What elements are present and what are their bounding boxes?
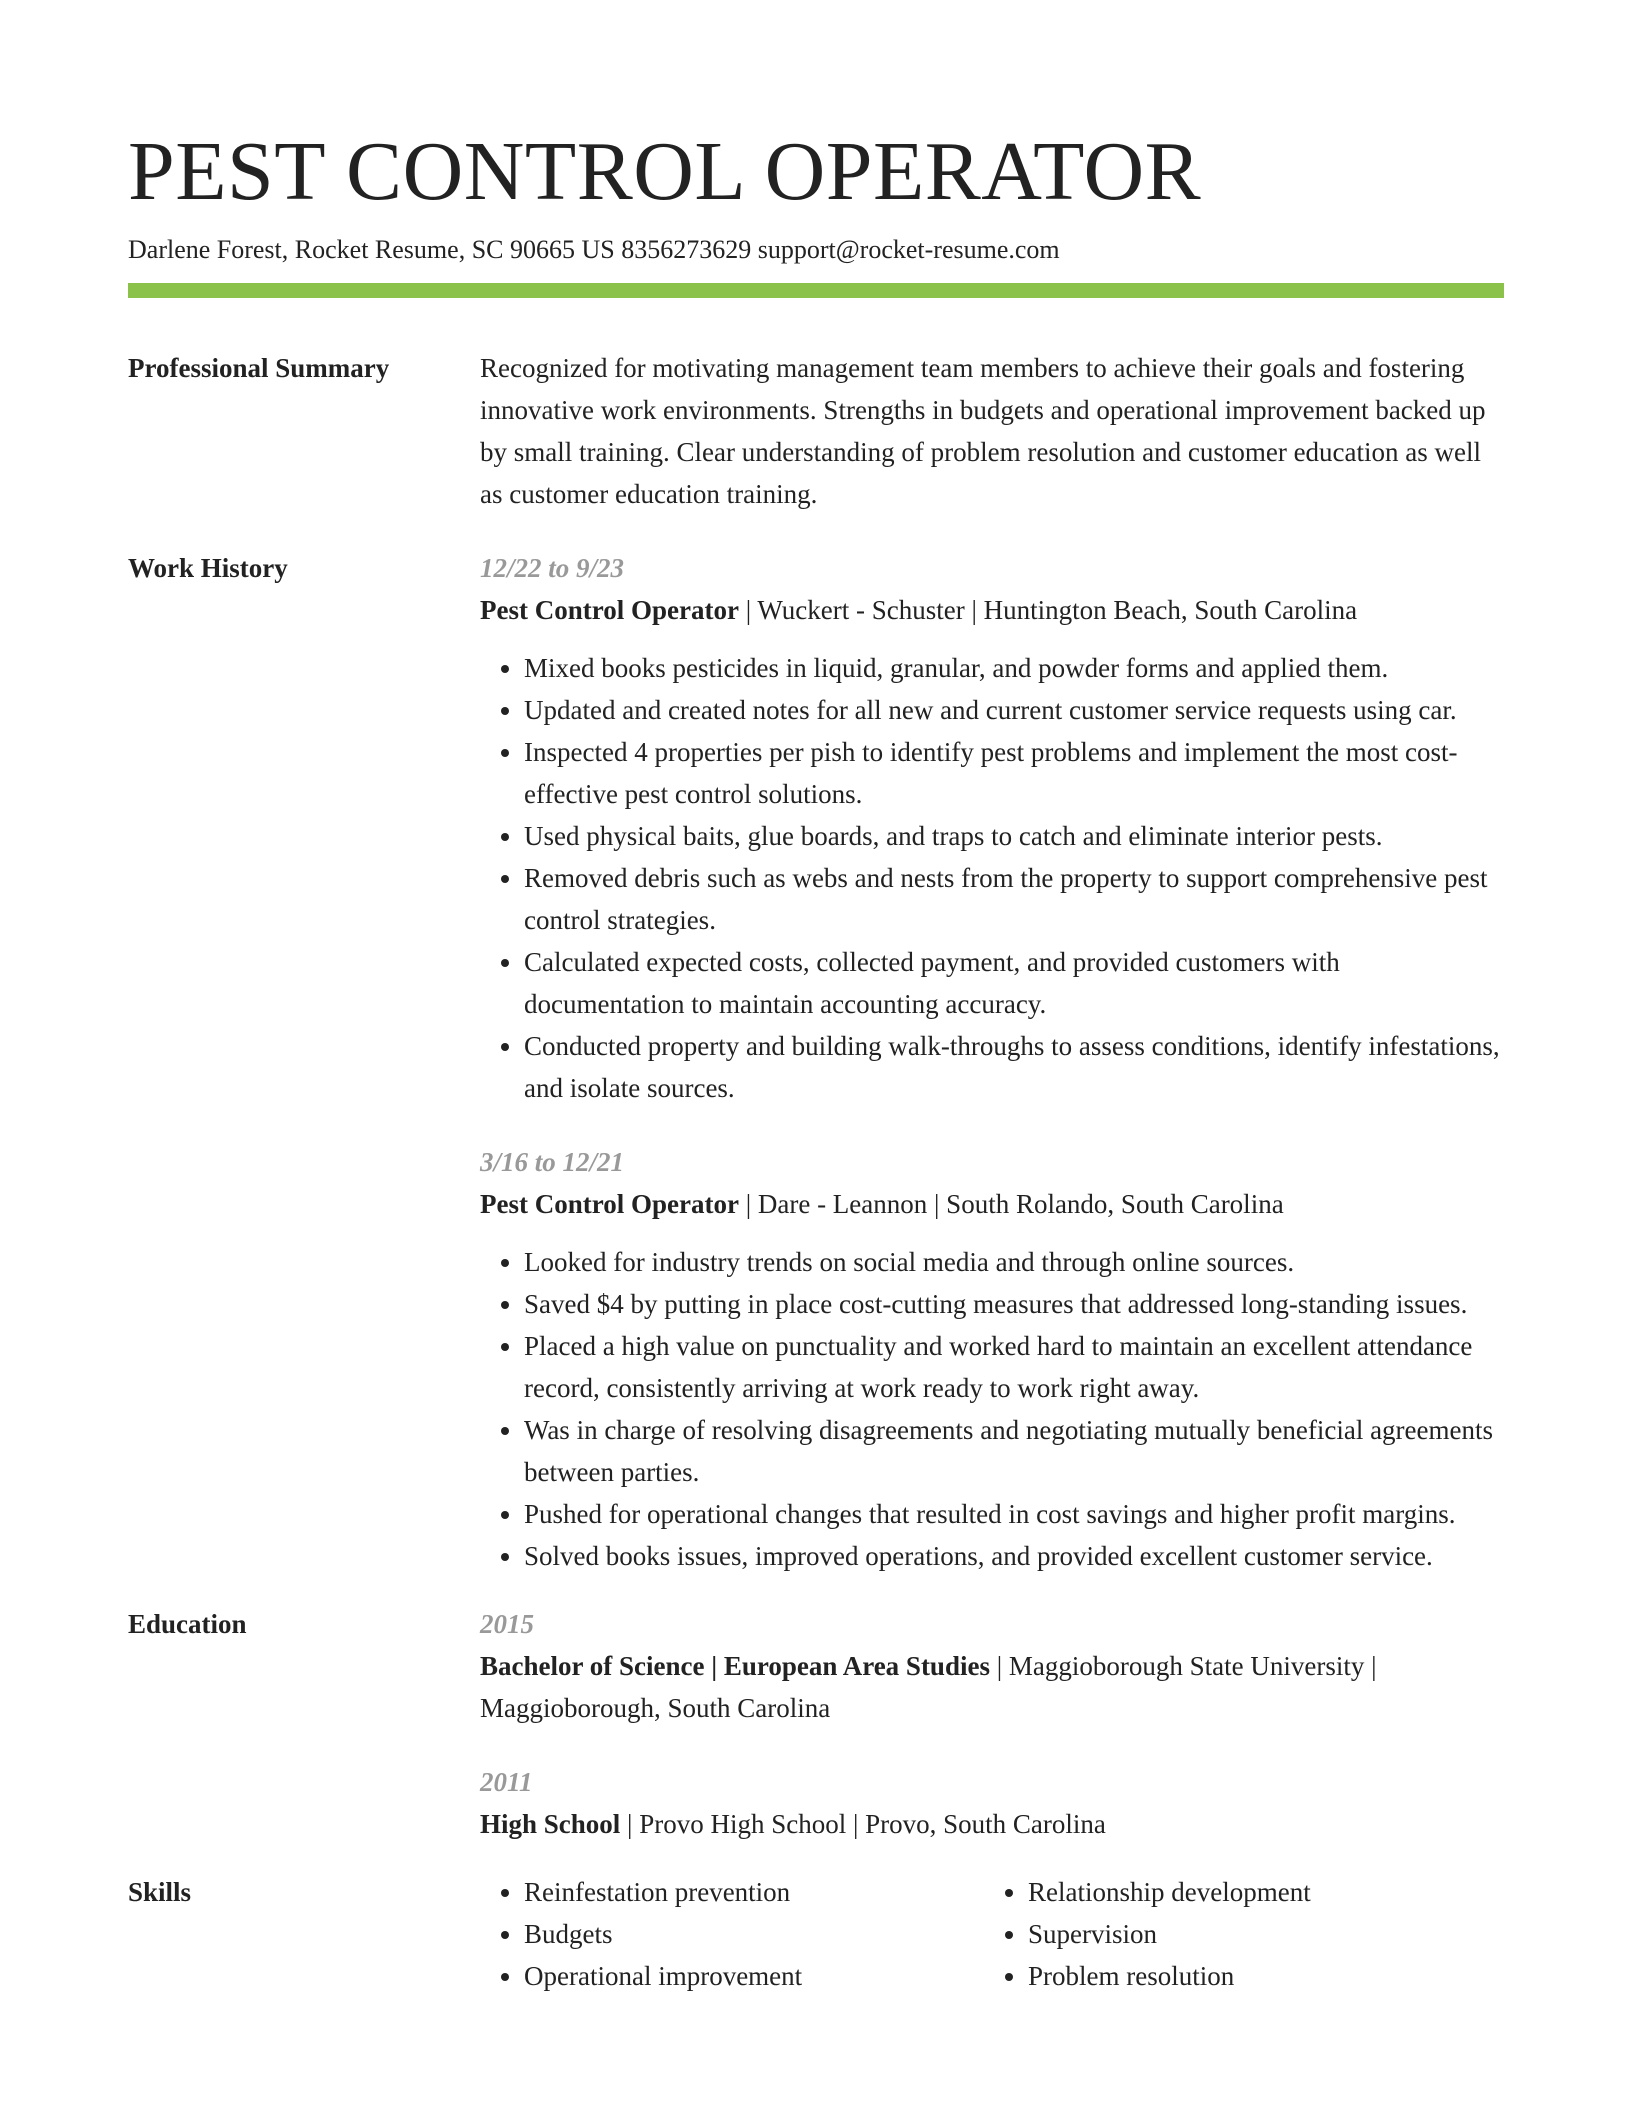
summary-section bbox=[128, 347, 1504, 515]
job-bullets bbox=[480, 1241, 1504, 1577]
list-item: • Conducted property and building walk-throughs to assess conditions, identify infestations, and isolate sources. bbox=[524, 1025, 1504, 1109]
list-item: • Updated and created notes for all new and current customer service requests using car. bbox=[524, 689, 1504, 731]
list-item: • Looked for industry trends on social media and through online sources. bbox=[524, 1241, 1504, 1283]
skills-section bbox=[128, 1871, 1504, 1997]
skills-body bbox=[480, 1871, 1504, 1997]
contact-line: Darlene Forest, Rocket Resume, SC 90665 US 8356273629 support@rocket-resume.com bbox=[128, 235, 1060, 264]
list-item: • Was in charge of resolving disagreements and negotiating mutually beneficial agreements between parties. bbox=[524, 1409, 1504, 1493]
education-line bbox=[480, 1803, 1504, 1845]
skill-item: • Problem resolution bbox=[1028, 1955, 1488, 1997]
summary-text: Recognized for motivating management team members to achieve their goals and fostering innovative work environments. Strengths in budgets and operational improvement backed up by small training. Clear understanding of problem resolution and customer education as well as customer education training. bbox=[480, 353, 1486, 509]
education-entry bbox=[480, 1603, 1504, 1729]
list-item: • Calculated expected costs, collected payment, and provided customers with documentation to maintain accounting accuracy. bbox=[524, 941, 1504, 1025]
section-label-work-history: Work History bbox=[128, 553, 288, 583]
education-date: 2011 bbox=[480, 1767, 533, 1797]
education-body bbox=[480, 1603, 1504, 1845]
job-title: Pest Control Operator bbox=[480, 1189, 739, 1219]
education-details: | Provo High School | Provo, South Carolina bbox=[620, 1809, 1106, 1839]
job-title: Pest Control Operator bbox=[480, 595, 739, 625]
list-item: • Solved books issues, improved operations, and provided excellent customer service. bbox=[524, 1535, 1504, 1577]
skill-item: • Reinfestation prevention bbox=[524, 1871, 984, 1913]
education-degree: Bachelor of Science | European Area Studies bbox=[480, 1651, 990, 1681]
work-history-section bbox=[128, 547, 1504, 1577]
job-bullets bbox=[480, 647, 1504, 1109]
job-title-line bbox=[480, 589, 1504, 631]
skill-item: • Operational improvement bbox=[524, 1955, 984, 1997]
section-label-education: Education bbox=[128, 1609, 247, 1639]
resume-title: PEST CONTROL OPERATOR bbox=[128, 125, 1202, 218]
job-entry bbox=[480, 547, 1504, 1109]
skills-column-left bbox=[480, 1871, 984, 1997]
list-item: • Mixed books pesticides in liquid, granular, and powder forms and applied them. bbox=[524, 647, 1504, 689]
education-details: | Maggioborough State University | Maggioborough, South Carolina bbox=[480, 1651, 1377, 1723]
education-entry bbox=[480, 1761, 1504, 1845]
job-title-line bbox=[480, 1183, 1504, 1225]
job-entry bbox=[480, 1141, 1504, 1577]
header-divider bbox=[128, 283, 1504, 298]
skill-item: • Relationship development bbox=[1028, 1871, 1488, 1913]
list-item: • Removed debris such as webs and nests from the property to support comprehensive pest control strategies. bbox=[524, 857, 1504, 941]
education-line bbox=[480, 1645, 1504, 1729]
job-date: 12/22 to 9/23 bbox=[480, 553, 625, 583]
section-label-summary: Professional Summary bbox=[128, 353, 390, 383]
skills-grid bbox=[480, 1871, 1504, 1997]
skill-item: • Budgets bbox=[524, 1913, 984, 1955]
list-item: • Pushed for operational changes that resulted in cost savings and higher profit margins. bbox=[524, 1493, 1504, 1535]
work-history-body bbox=[480, 547, 1504, 1577]
job-details: | Dare - Leannon | South Rolando, South Carolina bbox=[738, 1189, 1284, 1219]
job-details: | Wuckert - Schuster | Huntington Beach, South Carolina bbox=[738, 595, 1358, 625]
skill-item: • Supervision bbox=[1028, 1913, 1488, 1955]
education-date: 2015 bbox=[480, 1609, 534, 1639]
education-section bbox=[128, 1603, 1504, 1845]
skills-column-right bbox=[984, 1871, 1488, 1997]
list-item: • Inspected 4 properties per pish to identify pest problems and implement the most cost-effective pest control solutions. bbox=[524, 731, 1504, 815]
resume-page bbox=[128, 122, 1504, 1997]
list-item: • Saved $4 by putting in place cost-cutting measures that addressed long-standing issues. bbox=[524, 1283, 1504, 1325]
job-date: 3/16 to 12/21 bbox=[480, 1147, 625, 1177]
list-item: • Placed a high value on punctuality and worked hard to maintain an excellent attendance record, consistently arriving at work ready to work right away. bbox=[524, 1325, 1504, 1409]
education-degree: High School bbox=[480, 1809, 621, 1839]
section-label-skills: Skills bbox=[128, 1877, 192, 1907]
list-item: • Used physical baits, glue boards, and traps to catch and eliminate interior pests. bbox=[524, 815, 1504, 857]
